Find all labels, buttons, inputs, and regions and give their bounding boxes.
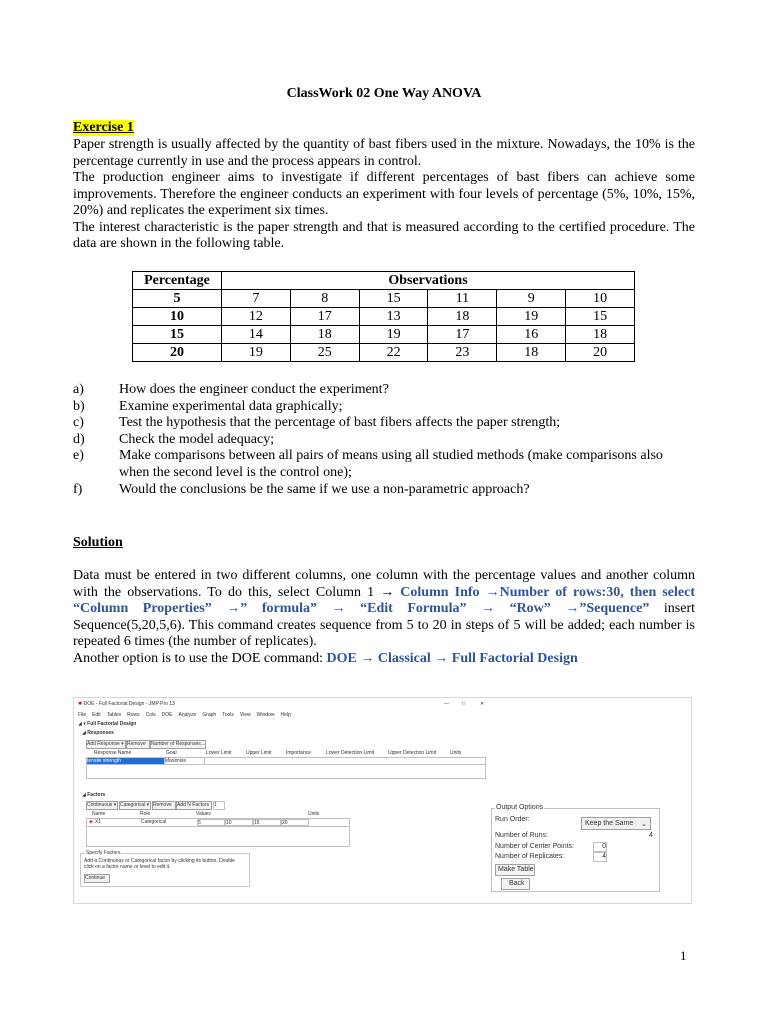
specify-factors-box [80, 850, 250, 887]
panel-title: ◢ ▾ Full Factorial Design [78, 721, 137, 727]
question-letter: e) [73, 448, 84, 464]
cell-obs: 18 [497, 344, 566, 362]
add-n-factors-value: 1 [214, 802, 217, 808]
cell-obs: 15 [359, 290, 428, 308]
factors-table-body [86, 826, 350, 847]
chevron-down-icon: ⌄ [641, 821, 647, 828]
arrow-icon: → [360, 650, 375, 666]
question-list [73, 382, 695, 498]
observations-table [132, 271, 635, 362]
exercise-label: Exercise 1 [73, 120, 134, 135]
add-n-factors-button[interactable] [176, 801, 212, 810]
intro-paragraph-3: The interest characteristic is the paper strength and that is measured according to the certified procedure. The data are shown in the following table. [73, 219, 695, 251]
number-of-runs-value: 4 [649, 832, 653, 839]
continue-label: Continue [85, 875, 106, 881]
solution-text-h: insert Sequence(5,20,5,6). This command creates sequence from 5 to 20 in steps of 5 will be added; each number is repeated 6 times (the number of replicates). [73, 601, 695, 649]
question-letter: d) [73, 431, 85, 447]
arrow-icon: → [485, 584, 500, 600]
number-of-responses-button[interactable] [150, 740, 206, 749]
list-item [73, 432, 695, 449]
add-response-button[interactable] [86, 740, 126, 749]
menu-item-cols[interactable]: Cols [145, 712, 156, 718]
replicates-value: 4 [602, 853, 606, 860]
arrow-icon: → [434, 650, 449, 666]
solution-text-2c: Classical [374, 650, 435, 666]
table-row [133, 344, 635, 362]
factor-level[interactable]: 5 [197, 819, 225, 826]
menu-item-window[interactable]: Window [256, 712, 275, 718]
arrow-icon: → [331, 601, 346, 616]
replicates-input[interactable] [593, 852, 607, 862]
solution-heading: Solution [73, 535, 123, 550]
solution-text-a: Data must be entered in two different columns, one column with the percentage values and another column with the observations. To do this, select Column 1 [73, 568, 695, 600]
factor-name[interactable]: X1 [95, 819, 102, 825]
menu-item-rows[interactable]: Rows [127, 712, 140, 718]
solution-text-d: ” formula” [240, 601, 332, 616]
responses-label: Responses [87, 730, 114, 736]
categorical-button[interactable] [119, 801, 151, 810]
question-text: Examine experimental data graphically; [119, 398, 343, 414]
table-row [133, 308, 635, 326]
col-importance: Importance [286, 750, 312, 756]
solution-text-f: “Row” [495, 601, 566, 616]
minimize-icon[interactable]: — [444, 701, 449, 707]
replicates-label: Number of Replicates: [495, 853, 565, 860]
question-text: Check the model adequacy; [119, 431, 275, 447]
intro-paragraph-2: The production engineer aims to investigate if different percentages of bast fibers can achieve some improvements. Therefore the engineer conducts an experiment with four levels of percentage (5%, 10%, 15%, 20%) and replicates the experiment six times. [73, 170, 695, 218]
response-name: tensile strength [87, 758, 121, 764]
window-title: DOE - Full Factorial Design - JMP Pro 13 [83, 701, 175, 707]
cell-obs: 10 [566, 290, 635, 308]
specify-factors-text: Add a Continuous or Categorical factor by clicking its button. Double click on a factor name or level to edit it. [84, 858, 235, 870]
intro-text [73, 137, 695, 253]
menu-item-tools[interactable]: Tools [222, 712, 234, 718]
question-text: How does the engineer conduct the experiment? [119, 382, 389, 397]
add-n-factors-label: Add N Factors [177, 802, 209, 808]
remove-factor-label: Remove [153, 802, 172, 808]
list-item [73, 482, 695, 499]
cell-pct: 5 [133, 290, 222, 308]
responses-table-header [94, 750, 691, 757]
response-goal: Maximize [165, 758, 187, 764]
intro-paragraph-1: Paper strength is usually affected by the quantity of bast fibers used in the mixture. Nowadays, the 10% is the percentage currently in use and the process appears in control. [73, 137, 695, 169]
solution-text-2b: DOE [326, 650, 361, 666]
arrow-icon: → [380, 584, 395, 600]
panel-title-text: Full Factorial Design [87, 721, 137, 727]
cell-obs: 14 [222, 326, 291, 344]
cell-obs: 16 [497, 326, 566, 344]
factors-label: Factors [87, 792, 106, 798]
factor-level[interactable]: 15 [253, 819, 281, 826]
solution-paragraph-1 [73, 568, 695, 651]
center-points-label: Number of Center Points: [495, 843, 574, 850]
number-of-runs-label: Number of Runs: [495, 832, 548, 839]
col-units-factor: Units [308, 811, 320, 817]
remove-label: Remove [127, 741, 146, 747]
cell-obs: 12 [222, 308, 291, 326]
add-response-label: Add Response ▾ [87, 741, 124, 747]
col-role: Role [140, 811, 151, 817]
factor-level[interactable]: 10 [225, 819, 253, 826]
list-item [73, 448, 695, 481]
solution-paragraph-2 [73, 651, 695, 668]
maximize-icon[interactable]: □ [462, 701, 466, 707]
col-values: Values [196, 811, 211, 817]
cell-obs: 19 [497, 308, 566, 326]
remove-factor-button[interactable] [152, 801, 176, 810]
solution-text-g: ”Sequence” [579, 601, 650, 616]
cell-obs: 23 [428, 344, 497, 362]
add-n-factors-input[interactable] [213, 801, 225, 810]
responses-header[interactable]: ◢ Responses [82, 730, 114, 736]
question-text: Would the conclusions be the same if we use a non-parametric approach? [119, 481, 530, 497]
cell-obs: 17 [290, 308, 359, 326]
continuous-label: Continuous ▾ [87, 802, 117, 808]
center-points-input[interactable] [593, 842, 607, 852]
cell-obs: 15 [566, 308, 635, 326]
categorical-factor-icon: ◈ [89, 819, 93, 825]
menu-item-file[interactable]: File [78, 712, 87, 718]
header-observations: Observations [222, 272, 635, 290]
menu-item-tables[interactable]: Tables [106, 712, 122, 718]
run-order-label: Run Order: [495, 816, 530, 823]
arrow-icon: → [565, 601, 580, 616]
question-letter: c) [73, 415, 84, 431]
col-lower-limit: Lower Limit [206, 750, 232, 756]
document-title: ClassWork 02 One Way ANOVA [286, 86, 482, 101]
number-of-responses-label: Number of Responses... [151, 741, 205, 747]
col-units: Units [450, 750, 462, 756]
question-letter: a) [73, 382, 84, 397]
col-lower-detection-limit: Lower Detection Limit [326, 750, 375, 756]
continue-button[interactable] [84, 874, 110, 883]
menu-item-doe[interactable]: DOE [161, 712, 173, 718]
close-icon[interactable]: ✕ [480, 701, 485, 707]
cell-obs: 19 [222, 344, 291, 362]
center-points-value: 0 [602, 843, 606, 850]
solution-text-2a: Another option is to use the DOE command: [73, 650, 327, 666]
arrow-icon: → [226, 601, 241, 616]
cell-pct: 15 [133, 326, 222, 344]
header-percentage: Percentage [133, 272, 222, 290]
run-order-select[interactable] [581, 817, 651, 830]
cell-obs: 20 [566, 344, 635, 362]
table-header-row [133, 272, 635, 290]
back-button[interactable] [501, 878, 530, 890]
cell-obs: 25 [290, 344, 359, 362]
cell-obs: 18 [428, 308, 497, 326]
solution-text-b: Column Info [394, 584, 486, 600]
menu-item-help[interactable]: Help [280, 712, 291, 718]
menu-item-edit[interactable]: Edit [92, 712, 101, 718]
menu-bar [78, 712, 691, 720]
categorical-label: Categorical ▾ [120, 802, 150, 808]
cell-obs: 18 [566, 326, 635, 344]
menu-item-graph[interactable]: Graph [202, 712, 217, 718]
cell-obs: 11 [428, 290, 497, 308]
cell-pct: 20 [133, 344, 222, 362]
remove-response-button[interactable] [126, 740, 150, 749]
question-text: Make comparisons between all pairs of means using all studied methods (make comparisons also when the second level is the control one); [119, 448, 663, 480]
output-options-panel [491, 804, 660, 892]
arrow-icon: → [481, 601, 496, 616]
table-row [133, 290, 635, 308]
cell-obs: 13 [359, 308, 428, 326]
table-row [133, 326, 635, 344]
jmp-screenshot [73, 697, 692, 904]
window-titlebar [78, 701, 691, 709]
cell-obs: 7 [222, 290, 291, 308]
cell-pct: 10 [133, 308, 222, 326]
solution-text [73, 568, 695, 667]
cell-obs: 19 [359, 326, 428, 344]
make-table-button[interactable] [495, 864, 535, 876]
cell-obs: 17 [428, 326, 497, 344]
specify-factors-title: Specify Factors [86, 850, 121, 856]
col-goal: Goal [166, 750, 177, 756]
page-number: 1 [680, 948, 687, 963]
jmp-logo-icon: ✱ [78, 701, 83, 707]
menu-item-analyze[interactable]: Analyze [178, 712, 197, 718]
list-item [73, 382, 695, 399]
question-letter: f) [73, 481, 83, 497]
solution-text-e: “Edit Formula” [345, 601, 482, 616]
factor-role: Categorical [141, 819, 167, 825]
cell-obs: 22 [359, 344, 428, 362]
responses-table-body [86, 764, 486, 779]
run-order-value: Keep the Same [585, 820, 634, 827]
list-item [73, 415, 695, 432]
cell-obs: 8 [290, 290, 359, 308]
output-options-title: Output Options [496, 804, 544, 811]
cell-obs: 9 [497, 290, 566, 308]
cell-obs: 18 [290, 326, 359, 344]
col-response-name: Response Name [94, 750, 132, 756]
col-name: Name [92, 811, 106, 817]
solution-text-c: Number of rows:30, then select “Column Properties” [73, 584, 695, 616]
col-upper-detection-limit: Upper Detection Limit [388, 750, 437, 756]
list-item [73, 399, 695, 416]
question-letter: b) [73, 398, 85, 414]
menu-item-view[interactable]: View [239, 712, 251, 718]
continuous-button[interactable] [86, 801, 118, 810]
factor-level[interactable]: 20 [281, 819, 309, 826]
solution-text-2d: Full Factorial Design [448, 650, 578, 666]
factors-header[interactable]: ◢ Factors [82, 792, 106, 798]
col-upper-limit: Upper Limit [246, 750, 272, 756]
make-table-label: Make Table [498, 866, 534, 873]
question-text: Test the hypothesis that the percentage of bast fibers affects the paper strength; [119, 415, 561, 431]
back-label: Back [509, 880, 525, 887]
